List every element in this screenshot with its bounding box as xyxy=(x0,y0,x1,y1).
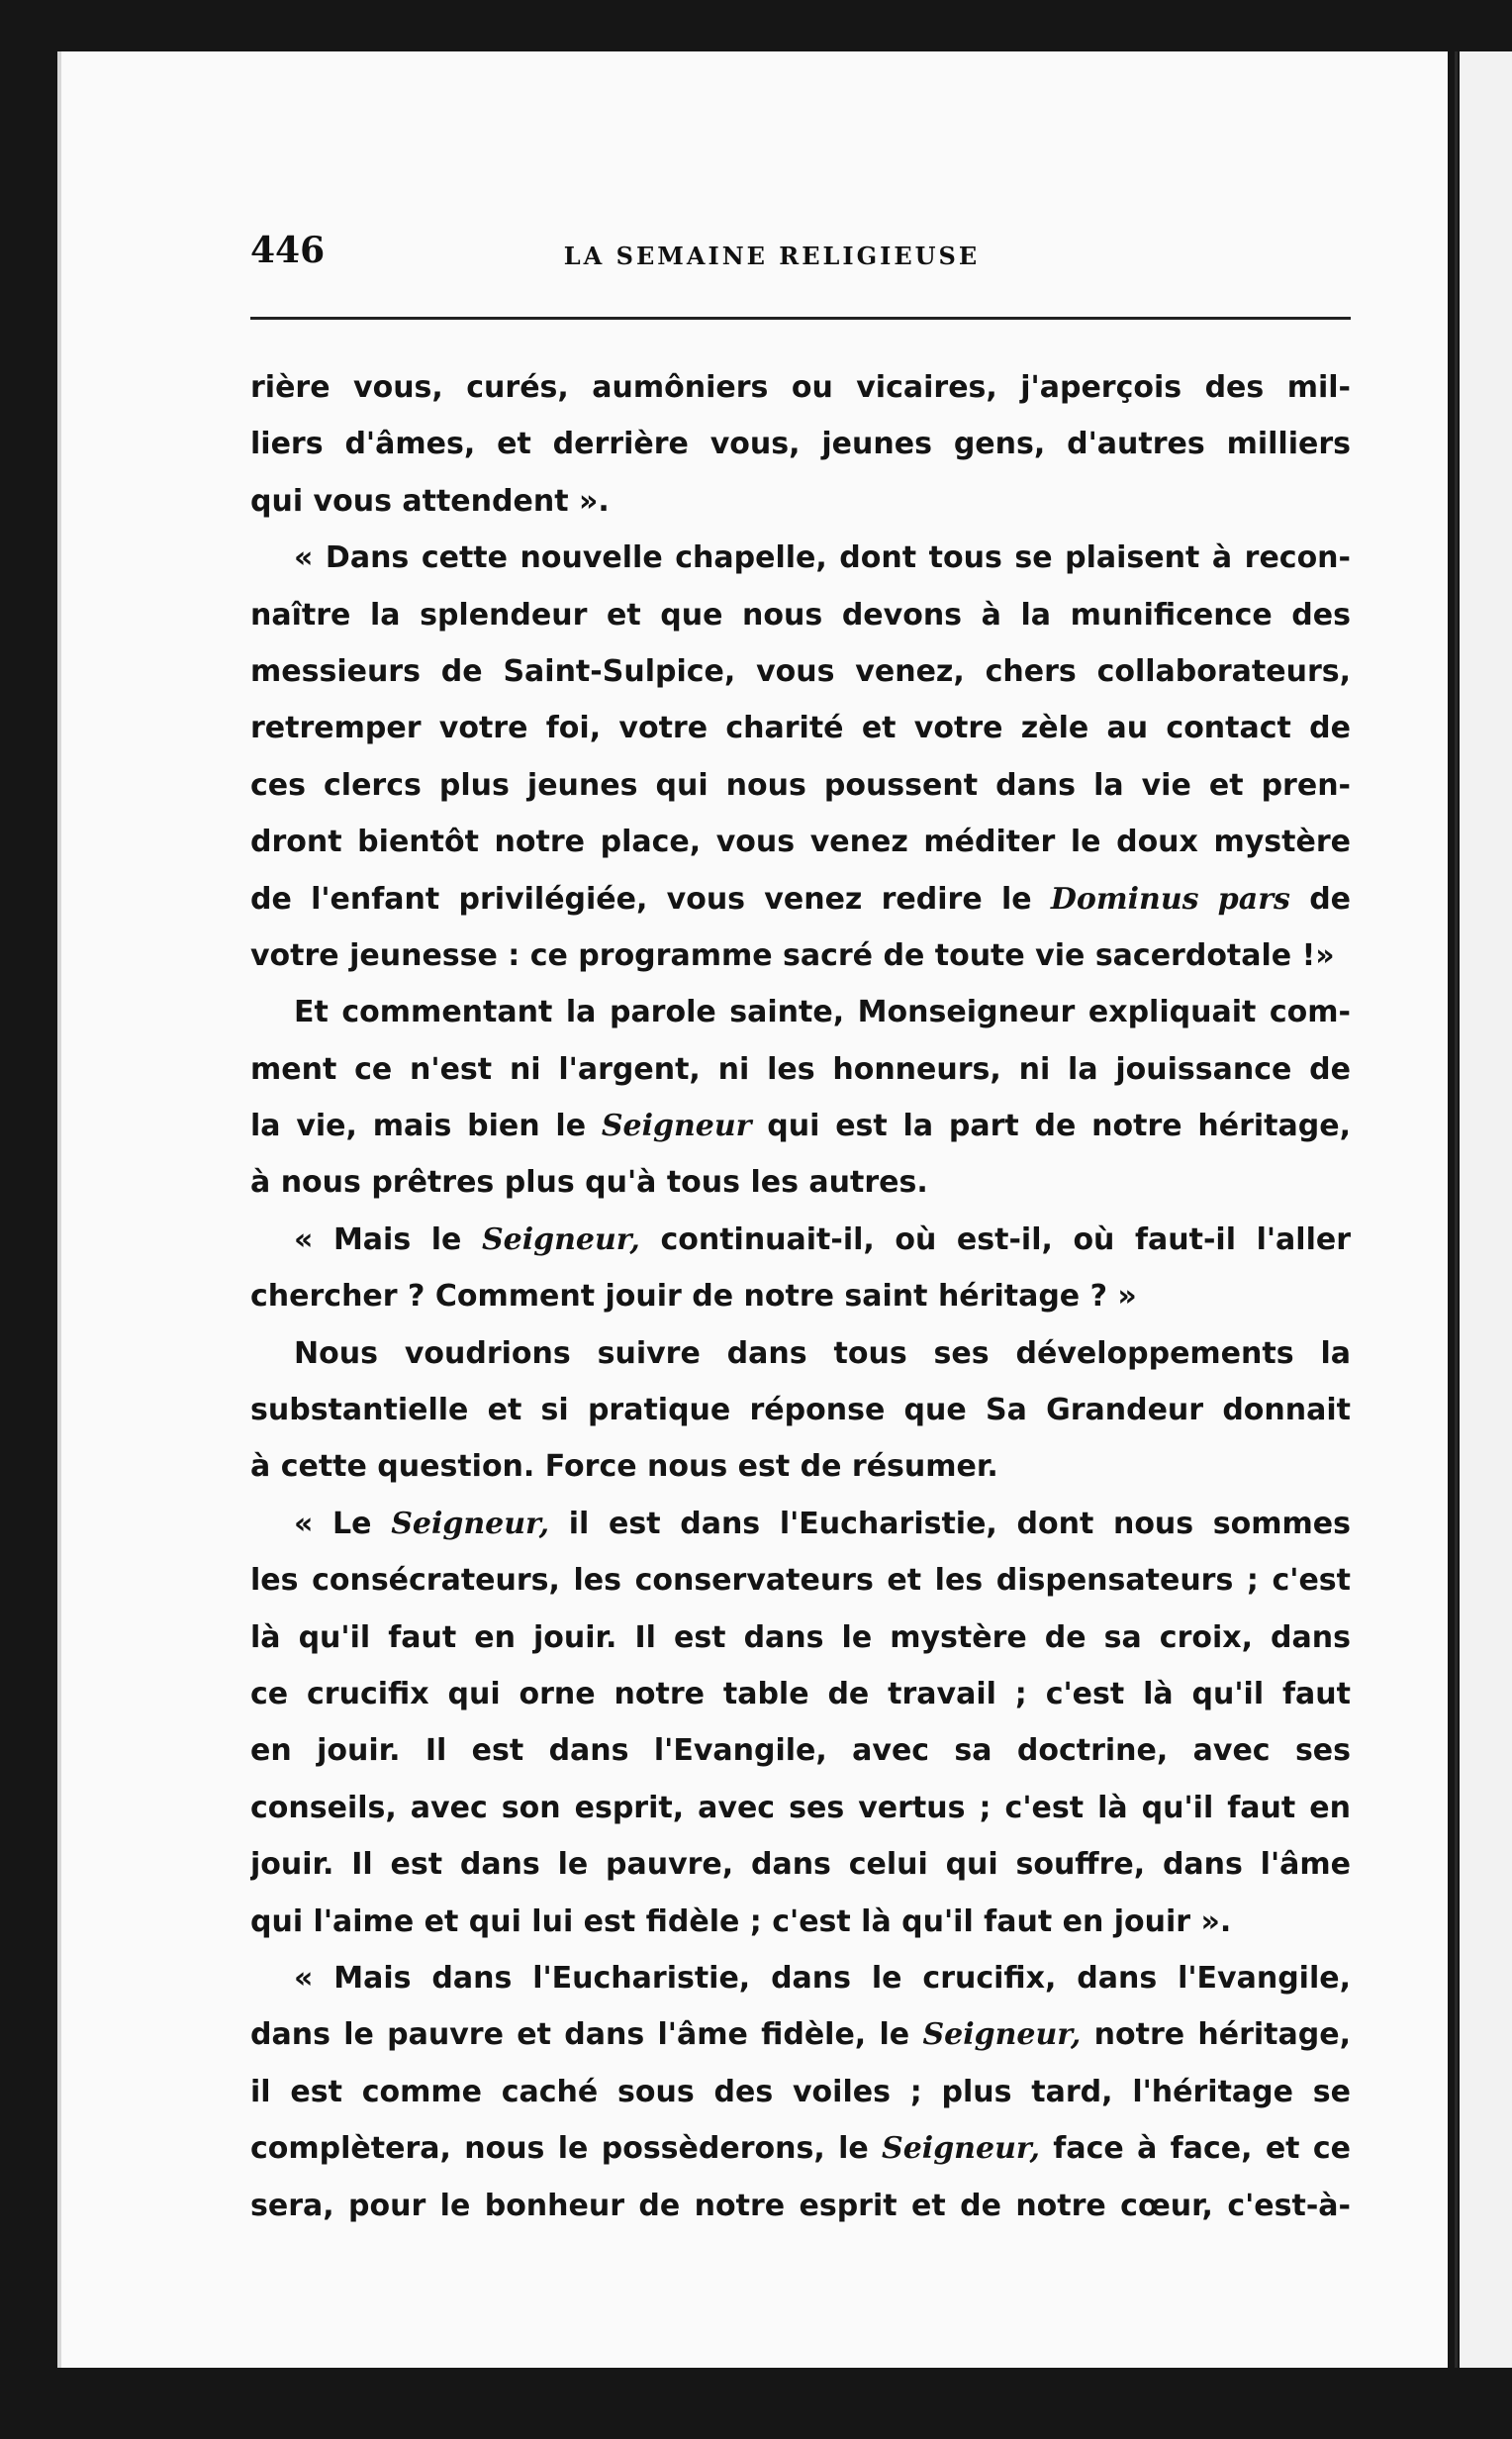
line-text: là qu'il faut en jouir. Il est dans le mystère de sa croix, dans xyxy=(250,1619,1351,1655)
line-text: substantielle et si pratique réponse que Sa Grandeur donnait xyxy=(250,1393,1351,1428)
line-text: naître la splendeur et que nous devons à la munificence des xyxy=(250,597,1351,633)
text-line xyxy=(250,643,1351,700)
text-line xyxy=(250,1212,1351,1268)
text-line xyxy=(250,700,1351,756)
text-line xyxy=(250,359,1351,416)
facing-page-edge xyxy=(1460,51,1512,2368)
line-text: complètera, nous le possèderons, le xyxy=(250,2131,883,2167)
text-line xyxy=(250,1382,1351,1438)
line-text: notre héritage, xyxy=(1081,2017,1351,2053)
line-text: conseils, avec son esprit, avec ses vertus ; c'est là qu'il faut en xyxy=(250,1790,1351,1825)
text-line xyxy=(250,416,1351,472)
line-text: chercher ? Comment jouir de notre saint héritage ? » xyxy=(250,1279,1137,1315)
line-text: de xyxy=(1289,881,1351,917)
italic-term: Seigneur xyxy=(601,1109,752,1144)
text-line xyxy=(250,1950,1351,2006)
line-text: ment ce n'est ni l'argent, ni les honneurs, ni la jouissance de xyxy=(250,1051,1351,1087)
line-text: ce crucifix qui orne notre table de travail ; c'est là qu'il faut xyxy=(250,1676,1351,1711)
text-line xyxy=(250,2064,1351,2120)
line-text: jouir. Il est dans le pauvre, dans celui qui souffre, dans l'âme xyxy=(250,1847,1351,1883)
line-text: « Le xyxy=(294,1506,392,1541)
line-text: dront bientôt notre place, vous venez méditer le doux mystère xyxy=(250,825,1351,860)
header-rule xyxy=(250,317,1351,320)
text-line xyxy=(250,1154,1351,1211)
line-text: rière vous, curés, aumôniers ou vicaires, j'aperçois des mil- xyxy=(250,370,1351,405)
line-text: qui vous attendent ». xyxy=(250,483,610,519)
text-line xyxy=(250,1041,1351,1098)
text-line xyxy=(250,1894,1351,1950)
page-gutter xyxy=(1455,51,1458,2368)
text-line xyxy=(250,1438,1351,1495)
italic-term: Seigneur, xyxy=(391,1506,550,1541)
text-line xyxy=(250,2178,1351,2234)
line-text: dans le pauvre et dans l'âme fidèle, le xyxy=(250,2017,923,2053)
line-text: continuait-il, où est-il, où faut-il l'aller xyxy=(639,1221,1351,1257)
line-text: votre jeunesse : ce programme sacré de toute vie sacerdotale !» xyxy=(250,937,1335,973)
text-line xyxy=(250,2120,1351,2177)
line-text: qui est la part de notre héritage, xyxy=(751,1109,1351,1144)
line-text: il est comme caché sous des voiles ; plus tard, l'héritage se xyxy=(250,2074,1351,2109)
text-line xyxy=(250,814,1351,870)
text-line xyxy=(250,1722,1351,1779)
italic-term: Seigneur, xyxy=(481,1221,640,1257)
text-line xyxy=(250,2006,1351,2063)
page-number: 446 xyxy=(250,230,326,271)
line-text: il est dans l'Eucharistie, dont nous sommes xyxy=(549,1506,1351,1541)
italic-term: Dominus pars xyxy=(1050,881,1290,917)
line-text: en jouir. Il est dans l'Evangile, avec sa doctrine, avec ses xyxy=(250,1733,1351,1769)
line-text: à nous prêtres plus qu'à tous les autres. xyxy=(250,1165,928,1201)
text-line xyxy=(250,927,1351,984)
text-line xyxy=(250,473,1351,530)
running-title: LA SEMAINE RELIGIEUSE xyxy=(563,242,981,270)
text-line xyxy=(250,1496,1351,1552)
text-line xyxy=(250,530,1351,586)
line-text: les consécrateurs, les conservateurs et les dispensateurs ; c'est xyxy=(250,1563,1351,1599)
line-text: sera, pour le bonheur de notre esprit et de notre cœur, c'est-à- xyxy=(250,2188,1351,2223)
text-line xyxy=(250,1098,1351,1154)
text-line xyxy=(250,984,1351,1040)
line-text: messieurs de Saint-Sulpice, vous venez, chers collaborateurs, xyxy=(250,653,1351,689)
text-line xyxy=(250,1666,1351,1722)
line-text: à cette question. Force nous est de résumer. xyxy=(250,1449,998,1485)
text-line xyxy=(250,1325,1351,1382)
text-line xyxy=(250,1552,1351,1609)
line-text: de l'enfant privilégiée, vous venez redire le xyxy=(250,881,1051,917)
line-text: Nous voudrions suivre dans tous ses développements la xyxy=(294,1335,1351,1371)
line-text: « Dans cette nouvelle chapelle, dont tous se plaisent à recon- xyxy=(294,540,1351,576)
line-text: ces clercs plus jeunes qui nous poussent dans la vie et pren- xyxy=(250,767,1351,803)
body-text xyxy=(250,359,1351,2234)
line-text: Et commentant la parole sainte, Monseigneur expliquait com- xyxy=(294,995,1351,1030)
text-line xyxy=(250,1836,1351,1893)
line-text: qui l'aime et qui lui est fidèle ; c'est là qu'il faut en jouir ». xyxy=(250,1903,1232,1939)
text-line xyxy=(250,871,1351,927)
line-text: retremper votre foi, votre charité et votre zèle au contact de xyxy=(250,711,1351,746)
text-line xyxy=(250,587,1351,643)
line-text: « Mais dans l'Eucharistie, dans le crucifix, dans l'Evangile, xyxy=(294,1960,1351,1996)
italic-term: Seigneur, xyxy=(882,2131,1040,2167)
line-text: « Mais le xyxy=(294,1221,482,1257)
page-header xyxy=(193,230,1351,289)
text-line xyxy=(250,1268,1351,1324)
line-text: face à face, et ce xyxy=(1039,2131,1351,2167)
italic-term: Seigneur, xyxy=(922,2017,1082,2053)
line-text: liers d'âmes, et derrière vous, jeunes gens, d'autres milliers xyxy=(250,427,1351,462)
text-line xyxy=(250,1780,1351,1836)
text-line xyxy=(250,757,1351,814)
page-edge xyxy=(57,51,61,2368)
line-text: la vie, mais bien le xyxy=(250,1109,602,1144)
text-line xyxy=(250,1610,1351,1666)
